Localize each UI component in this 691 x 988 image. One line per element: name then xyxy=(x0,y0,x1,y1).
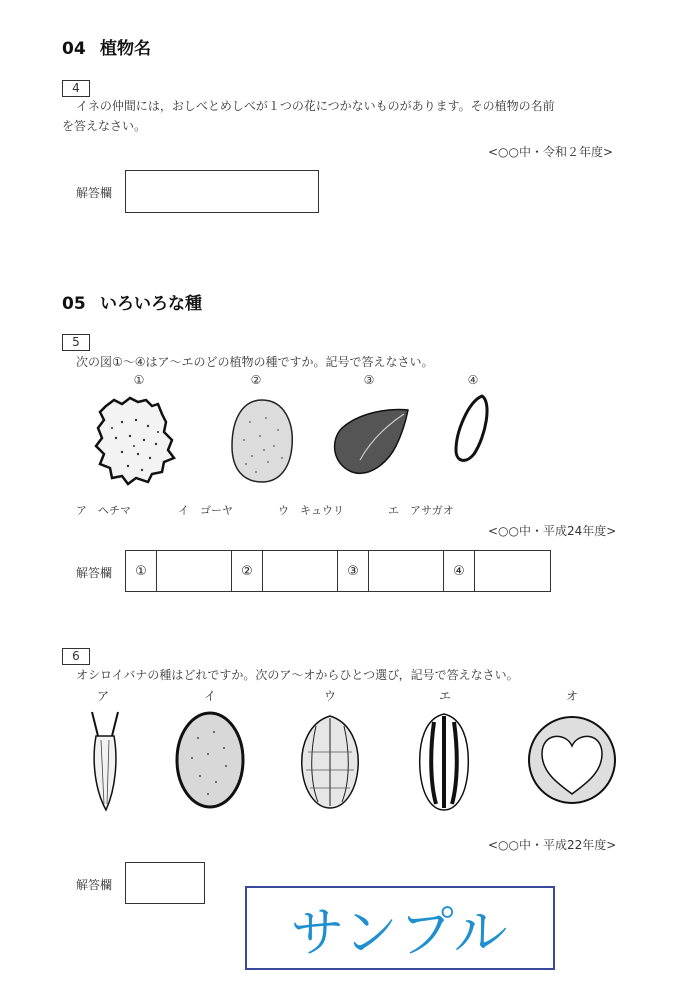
question-5-source: <○○中・平成24年度> xyxy=(488,524,617,538)
cell-label-4: ④ xyxy=(444,551,475,591)
answer-box-6[interactable] xyxy=(125,862,205,904)
cell-label-1: ① xyxy=(126,551,157,591)
seed-figure-a xyxy=(82,708,128,814)
answer-cell-4[interactable] xyxy=(444,551,550,591)
figure-label-1: ① xyxy=(133,373,145,387)
sample-watermark: サンプル xyxy=(245,886,555,970)
answer-box-4[interactable] xyxy=(125,170,319,213)
answer-label-5: 解答欄 xyxy=(76,566,113,580)
choice-a: ア ヘチマ xyxy=(76,504,131,517)
section-name: 植物名 xyxy=(100,39,151,59)
answer-cell-3[interactable] xyxy=(338,551,444,591)
question-number-6: 6 xyxy=(62,648,90,665)
answer-label-6: 解答欄 xyxy=(76,878,113,892)
question-4-source: <○○中・令和２年度> xyxy=(488,145,614,159)
seed-figure-u xyxy=(296,712,364,812)
seed-figure-e xyxy=(414,710,474,814)
choice-u: ウ キュウリ xyxy=(278,504,344,517)
choice-e: エ アサガオ xyxy=(388,504,454,517)
section-number: 04 xyxy=(62,39,86,59)
seed-figure-1 xyxy=(92,392,180,488)
figure-label-o: オ xyxy=(565,689,578,703)
seed-figure-3 xyxy=(330,406,412,478)
answer-cell-2[interactable] xyxy=(232,551,338,591)
seed-figure-2 xyxy=(226,396,298,486)
answer-grid-5 xyxy=(125,550,551,592)
seed-figure-i xyxy=(172,708,248,812)
figure-label-4: ④ xyxy=(467,373,479,387)
question-4-text-line1: イネの仲間には，おしべとめしべが１つの花につかないものがあります。その植物の名前 xyxy=(76,99,555,113)
figure-label-u: ウ xyxy=(323,689,336,703)
figure-label-i: イ xyxy=(203,689,216,703)
cell-label-3: ③ xyxy=(338,551,369,591)
question-6-text: オシロイバナの種はどれですか。次のア～オからひとつ選び，記号で答えなさい。 xyxy=(76,668,519,682)
section-04-title xyxy=(62,34,151,59)
question-number-5: 5 xyxy=(62,334,90,351)
figure-label-a: ア xyxy=(96,689,109,703)
section-05-title xyxy=(62,289,202,314)
choice-i: イ ゴーヤ xyxy=(178,504,233,517)
answer-cell-1[interactable] xyxy=(126,551,232,591)
question-number-4: 4 xyxy=(62,80,90,97)
figure-label-3: ③ xyxy=(363,373,375,387)
question-4-text-line2: を答えなさい。 xyxy=(62,119,147,133)
section-number: 05 xyxy=(62,294,86,314)
question-5-text: 次の図①～④はア～エのどの植物の種ですか。記号で答えなさい。 xyxy=(76,355,434,369)
figure-label-2: ② xyxy=(250,373,262,387)
seed-figure-o xyxy=(524,712,620,808)
question-6-source: <○○中・平成22年度> xyxy=(488,838,617,852)
figure-label-e: エ xyxy=(438,689,451,703)
seed-figure-4 xyxy=(448,392,494,466)
cell-label-2: ② xyxy=(232,551,263,591)
answer-label-4: 解答欄 xyxy=(76,186,113,200)
section-name: いろいろな種 xyxy=(100,294,202,314)
